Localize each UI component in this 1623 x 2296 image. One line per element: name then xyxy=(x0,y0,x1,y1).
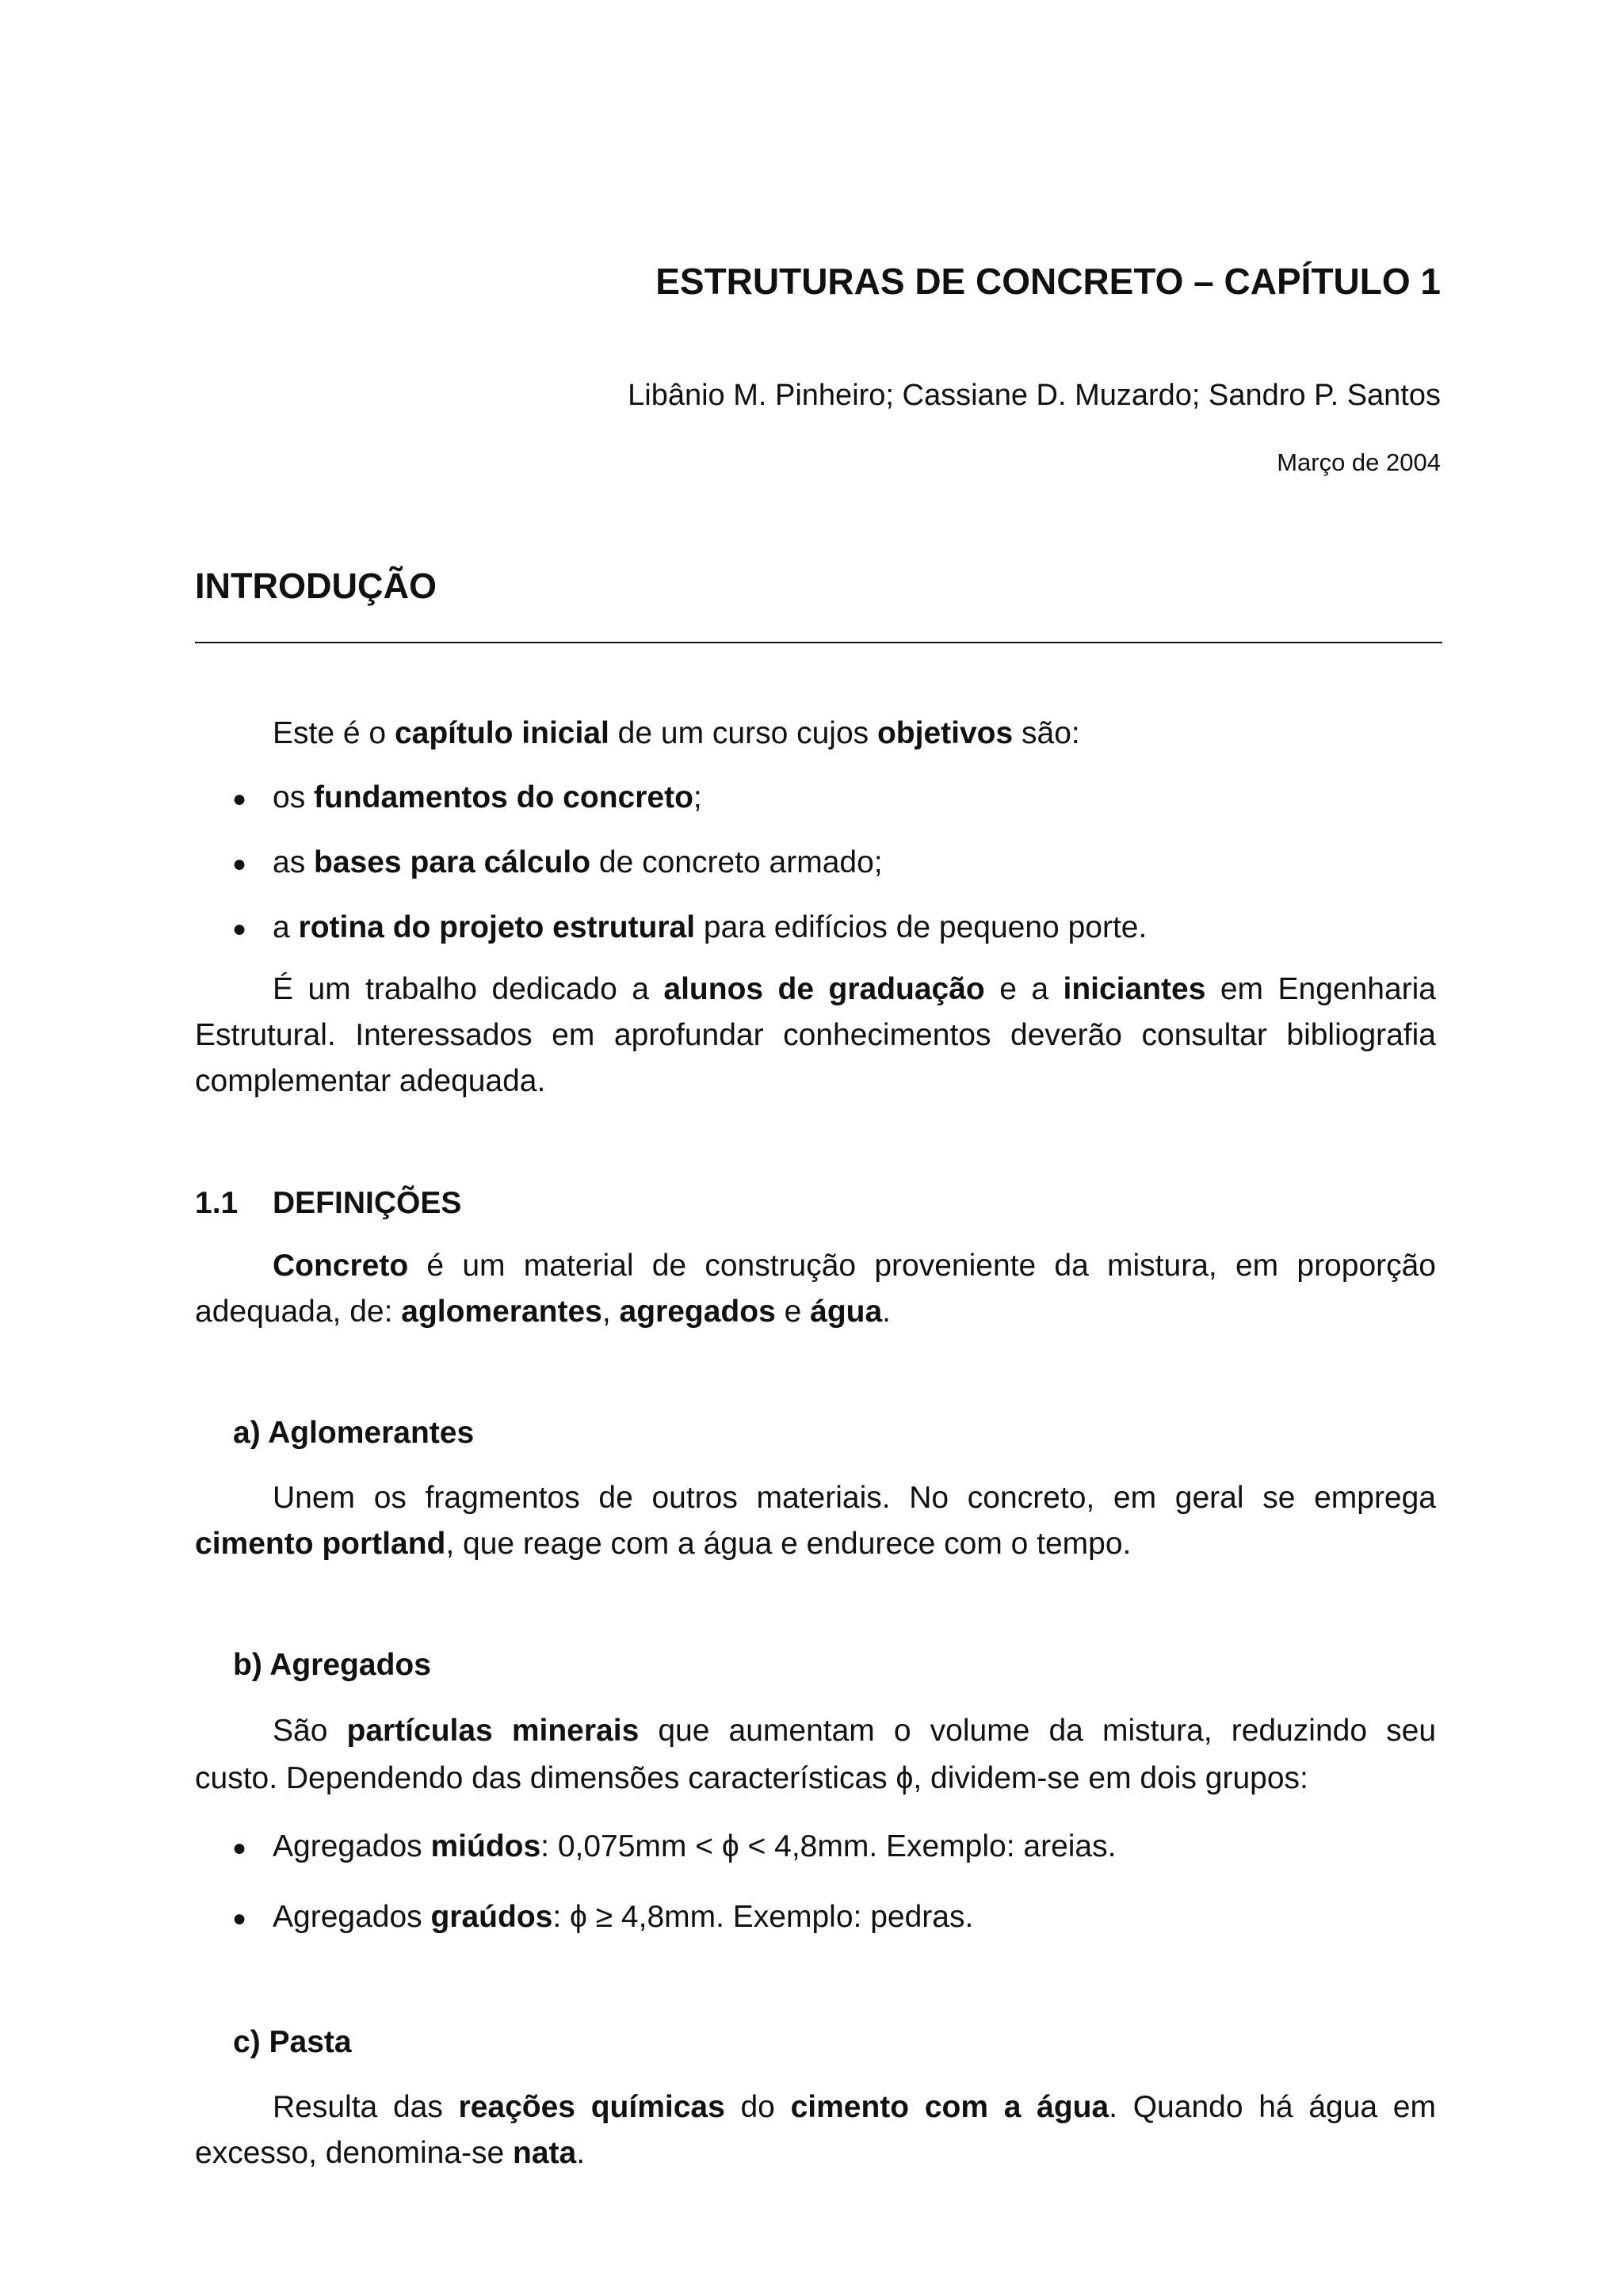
document-date: Março de 2004 xyxy=(1277,448,1441,476)
document-title: ESTRUTURAS DE CONCRETO – CAPÍTULO 1 xyxy=(655,261,1441,302)
subsection-heading-aglomerantes: a) Aglomerantes xyxy=(233,1416,475,1450)
list-item: os fundamentos do concreto; xyxy=(273,780,702,814)
bullet-icon: ● xyxy=(232,916,247,942)
bullet-icon: ● xyxy=(232,1905,247,1932)
definicoes-paragraph-line-2: adequada, de: aglomerantes, agregados e água. xyxy=(195,1295,892,1329)
document-authors: Libânio M. Pinheiro; Cassiane D. Muzardo; Sandro P. Santos xyxy=(628,379,1441,412)
list-item: Agregados miúdos: 0,075mm < ϕ < 4,8mm. Exemplo: areias. xyxy=(273,1829,1117,1863)
bullet-icon: ● xyxy=(232,851,247,877)
section-number: 1.1 xyxy=(195,1186,239,1220)
aglomerantes-line-2: cimento portland, que reage com a água e endurece com o tempo. xyxy=(195,1527,1132,1561)
intro-paragraph-2-line-3: complementar adequada. xyxy=(195,1064,546,1098)
pasta-line-2: excesso, denomina-se nata. xyxy=(195,2136,586,2170)
heading-divider xyxy=(195,642,1442,643)
intro-paragraph-2-line-1: É um trabalho dedicado a alunos de graduação e a iniciantes em Engenharia xyxy=(273,972,1436,1006)
list-item: Agregados graúdos: ϕ ≥ 4,8mm. Exemplo: pedras. xyxy=(273,1900,974,1934)
section-heading-definicoes: DEFINIÇÕES xyxy=(273,1186,462,1220)
agregados-line-2: custo. Dependendo das dimensões características ϕ, dividem-se em dois grupos: xyxy=(195,1761,1308,1795)
intro-paragraph-1: Este é o capítulo inicial de um curso cujos objetivos são: xyxy=(273,716,1080,750)
list-item: as bases para cálculo de concreto armado; xyxy=(273,845,883,879)
subsection-heading-pasta: c) Pasta xyxy=(233,2025,352,2059)
bullet-icon: ● xyxy=(232,786,247,812)
section-heading-introducao: INTRODUÇÃO xyxy=(195,566,437,606)
list-item: a rotina do projeto estrutural para edifícios de pequeno porte. xyxy=(273,910,1148,944)
intro-paragraph-2-line-2: Estrutural. Interessados em aprofundar conhecimentos deverão consultar bibliografia xyxy=(195,1018,1436,1052)
bullet-icon: ● xyxy=(232,1835,247,1861)
subsection-heading-agregados: b) Agregados xyxy=(233,1648,431,1682)
definicoes-paragraph-line-1: Concreto é um material de construção proveniente da mistura, em proporção xyxy=(273,1249,1436,1283)
aglomerantes-line-1: Unem os fragmentos de outros materiais. No concreto, em geral se emprega xyxy=(273,1481,1436,1515)
agregados-line-1: São partículas minerais que aumentam o volume da mistura, reduzindo seu xyxy=(273,1714,1437,1748)
pasta-line-1: Resulta das reações químicas do cimento com a água. Quando há água em xyxy=(273,2090,1436,2124)
